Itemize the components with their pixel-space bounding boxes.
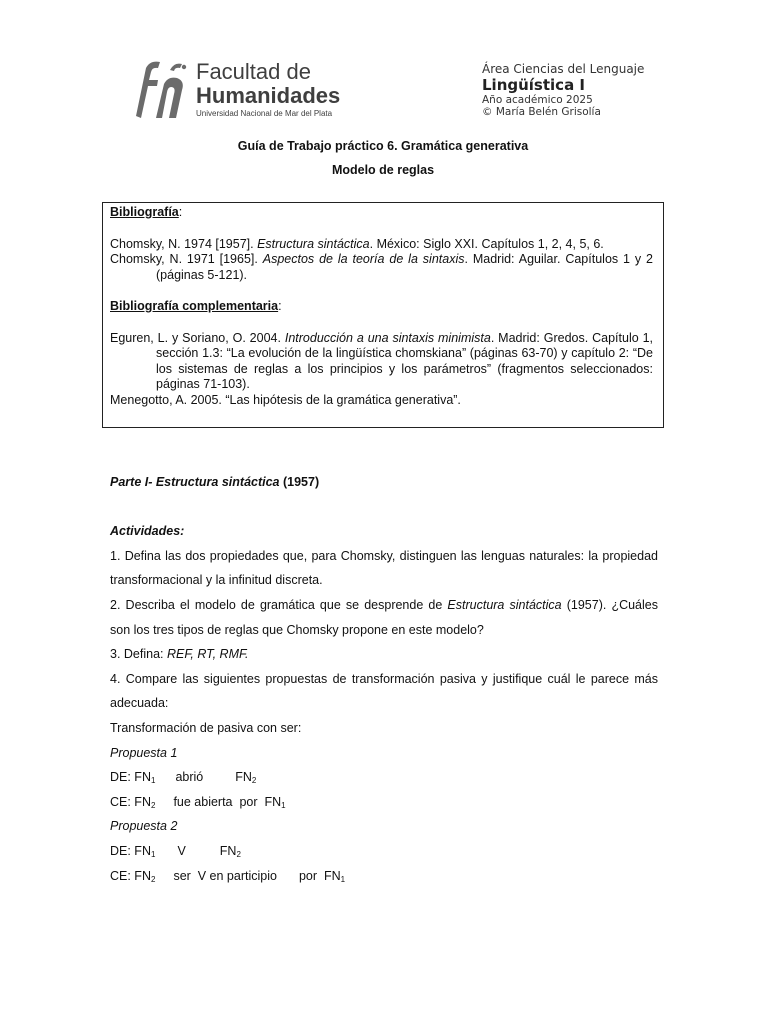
reference-author: Chomsky, N. 1971 [1965]. <box>110 252 263 266</box>
reference-details: . Madrid: Aguilar. Capítulos 1 y 2 (páginas 5-121). <box>156 252 653 282</box>
proposal-2-de <box>110 839 658 864</box>
reference-item <box>110 331 653 393</box>
part-title: Parte I- Estructura sintáctica <box>110 475 280 489</box>
part-year: (1957) <box>279 475 320 489</box>
document-titles <box>100 138 666 186</box>
author: © María Belén Grisolía <box>482 106 601 118</box>
activities-heading: Actividades: <box>110 524 185 539</box>
academic-year: Año académico 2025 <box>482 94 593 106</box>
subscript: 2 <box>236 849 241 859</box>
logo-title-line1: Facultad de <box>196 59 311 84</box>
proposal-2-label: Propuesta 2 <box>110 819 178 834</box>
transformation-label: Transformación de pasiva con ser: <box>110 720 302 735</box>
reference-title: Estructura sintáctica <box>257 236 370 251</box>
faculty-logo-mark-icon <box>122 58 190 122</box>
question-2-text: 2. Describa el modelo de gramática que se desprende de <box>110 597 448 612</box>
logo-university: Universidad Nacional de Mar del Plata <box>196 109 333 118</box>
page-title: Guía de Trabajo práctico 6. Gramática generativa <box>237 139 529 153</box>
complementary-bibliography-heading: Bibliografía complementaria <box>110 299 279 313</box>
ce-label: CE: FN <box>110 868 151 883</box>
question-2-text-end: (1957). ¿Cuáles son los tres tipos de reglas que Chomsky propone en este modelo? <box>110 597 658 637</box>
proposal-1-de <box>110 765 658 790</box>
reference-title: Introducción a una sintaxis minimista <box>284 330 491 345</box>
ce-verb: ser V en participio <box>173 868 277 883</box>
question-3-text: 3. Defina: <box>110 647 167 662</box>
reference-item <box>110 252 653 283</box>
bibliography-box <box>102 202 664 428</box>
de-fn: FN <box>219 843 237 858</box>
question-2 <box>110 593 658 642</box>
reference-title: Aspectos de la teoría de la sintaxis <box>262 252 465 266</box>
reference-details: . Madrid: Gredos. Capítulo 1, sección 1.3: “La evolución de la lingüística chomskiana” (páginas 63-70) y capítulo 2: “De los sistemas de reglas a los principios y los parámetros” (fragmentos seleccionados: páginas 71-103). <box>156 330 653 391</box>
bibliography-heading: Bibliografía <box>110 205 179 219</box>
subscript: 1 <box>340 874 346 884</box>
question-3-terms: REF, RT, RMF. <box>166 647 249 662</box>
proposal-1-label: Propuesta 1 <box>110 745 178 760</box>
de-verb: abrió <box>175 770 204 785</box>
ce-por: por FN <box>298 868 341 883</box>
part-heading <box>110 470 658 495</box>
subscript: 2 <box>150 874 156 884</box>
de-fn: FN <box>235 770 252 785</box>
de-label: DE: FN <box>110 843 151 858</box>
ce-verb: fue abierta por FN <box>173 794 282 809</box>
complementary-heading-colon: : <box>278 299 282 313</box>
subscript: 2 <box>251 776 257 786</box>
de-label: DE: FN <box>110 770 151 785</box>
reference-author: Menegotto, A. 2005. “Las hipótesis de la gramática generativa”. <box>110 392 461 407</box>
bibliography-heading-colon: : <box>178 205 183 219</box>
subscript: 1 <box>281 800 286 810</box>
reference-details: . México: Siglo XXI. Capítulos 1, 2, 4, 5, 6. <box>369 236 604 251</box>
reference-item <box>110 393 653 409</box>
question-2-title: Estructura sintáctica <box>447 597 562 612</box>
reference-author: Eguren, L. y Soriano, O. 2004. <box>110 330 285 345</box>
course-name: Lingüística I <box>482 76 585 94</box>
main-content <box>110 470 658 888</box>
reference-author: Chomsky, N. 1974 [1957]. <box>110 236 258 251</box>
reference-item <box>110 237 653 253</box>
faculty-logo <box>122 58 342 122</box>
document-header <box>122 58 662 122</box>
question-3 <box>110 642 658 667</box>
subscript: 2 <box>150 800 156 810</box>
ce-label: CE: FN <box>110 794 151 809</box>
question-1: 1. Defina las dos propiedades que, para Chomsky, distinguen las lenguas naturales: la propiedad transformacional y la infinitud discreta. <box>110 548 658 588</box>
proposal-1-ce <box>110 790 658 815</box>
course-info <box>482 62 662 118</box>
question-4: 4. Compare las siguientes propuestas de transformación pasiva y justifique cuál le parece más adecuada: <box>110 671 658 711</box>
page-subtitle: Modelo de reglas <box>331 163 435 177</box>
subscript: 1 <box>150 849 156 859</box>
area-name: Área Ciencias del Lenguaje <box>482 62 645 76</box>
logo-title-line2: Humanidades <box>196 83 341 108</box>
de-verb: V <box>177 843 186 858</box>
subscript: 1 <box>150 776 156 786</box>
proposal-2-ce <box>110 864 658 889</box>
